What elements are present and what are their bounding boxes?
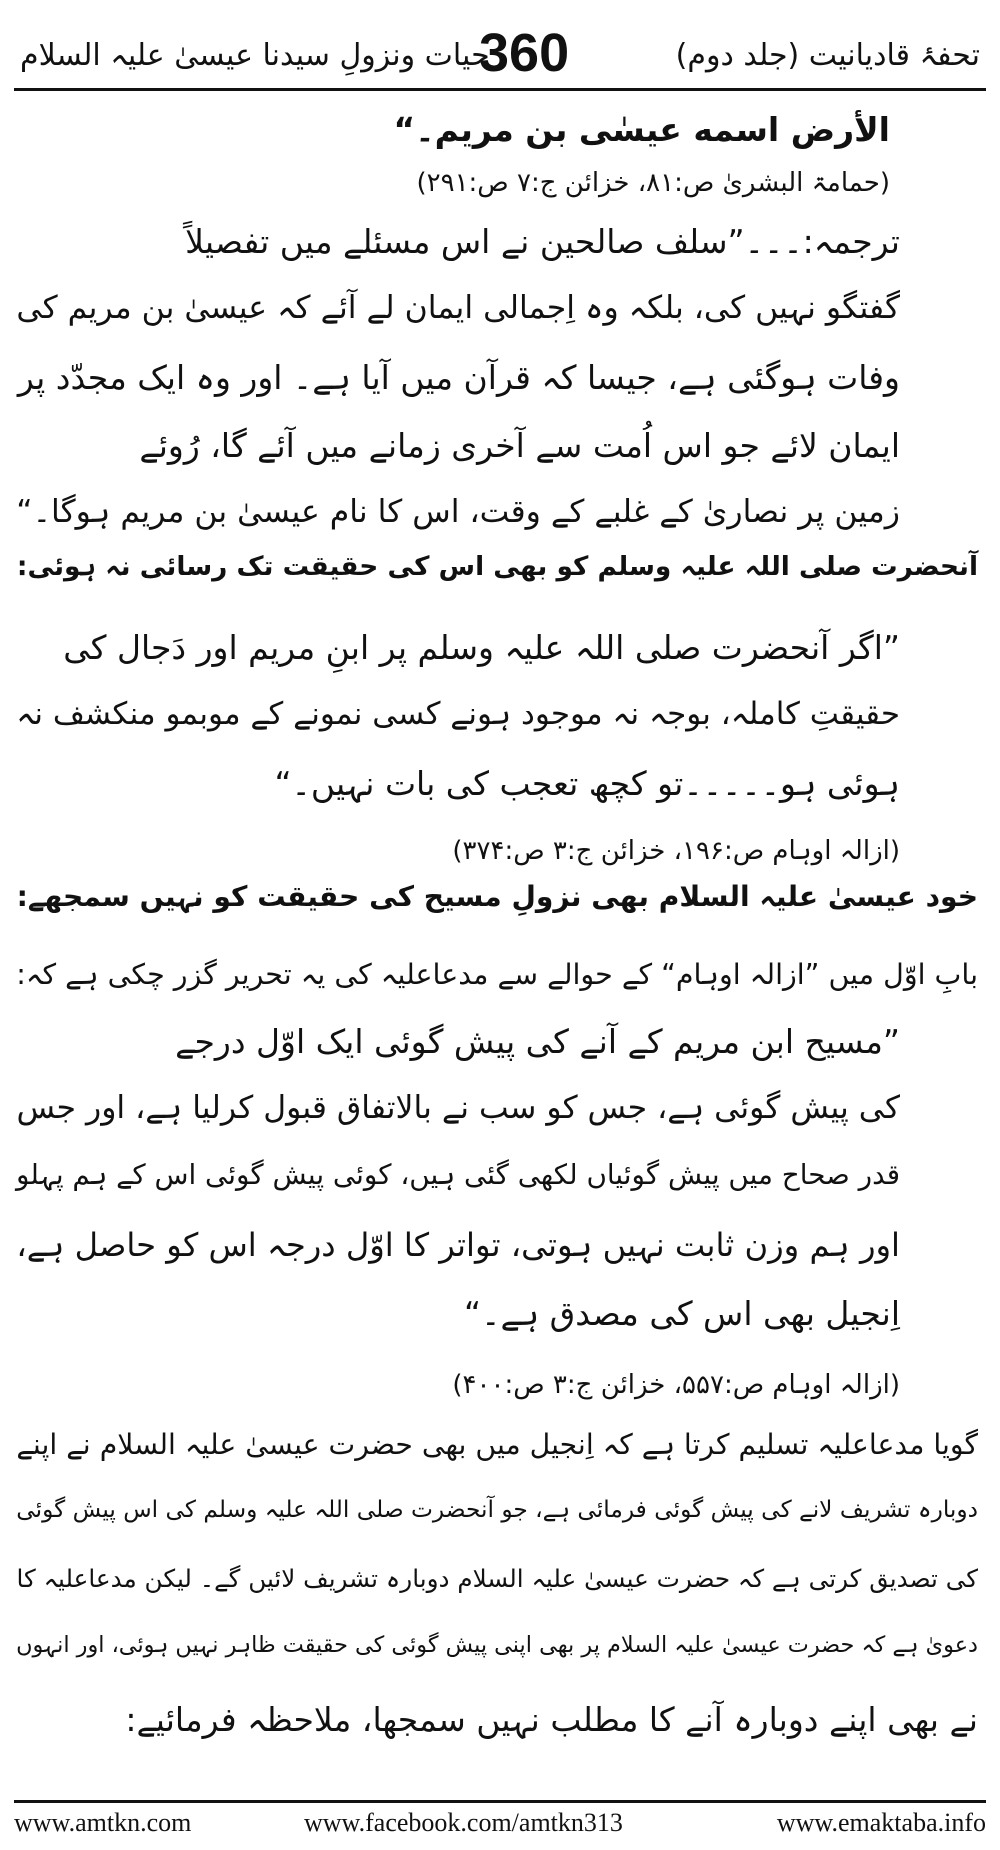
translation-line: ترجمہ:۔۔۔”سلف صالحین نے اس مسئلے میں تفصیلاً	[185, 222, 900, 261]
book-title: تحفۂ قادیانیت (جلد دوم)	[675, 38, 980, 73]
quote-line: قدر صحاح میں پیش گوئیاں لکھی گئی ہیں، کوئی پیش گوئی اس کے ہم پہلو	[15, 1158, 900, 1191]
paragraph-line: بابِ اوّل میں ”ازالہ اوہام“ کے حوالے سے مدعاعلیہ کی یہ تحریر گزر چکی ہے کہ:	[16, 958, 978, 991]
section-heading: خود عیسیٰ علیہ السلام بھی نزولِ مسیح کی حقیقت کو نہیں سمجھے:	[16, 880, 978, 913]
paragraph-line: نے بھی اپنے دوبارہ آنے کا مطلب نہیں سمجھا، ملاحظہ فرمائیے:	[125, 1700, 978, 1739]
arabic-quote-end: الأرض اسمه عیسٰی بن مریم۔“	[393, 110, 890, 149]
quote-line: ہوئی ہو۔۔۔۔۔تو کچھ تعجب کی بات نہیں۔“	[274, 764, 900, 803]
paragraph-line: دعویٰ ہے کہ حضرت عیسیٰ علیہ السلام پر بھی اپنی پیش گوئی کی حقیقت ظاہر نہیں ہوئی، اور انہوں	[16, 1632, 978, 1658]
footer-link-amtkn[interactable]: www.amtkn.com	[14, 1808, 192, 1837]
paragraph-line: دوبارہ تشریف لانے کی پیش گوئی فرمائی ہے، جو آنحضرت صلی اللہ علیہ وسلم کی اس پیش گوئی	[16, 1496, 978, 1523]
footer-link-emaktaba[interactable]: www.emaktaba.info	[776, 1808, 986, 1837]
paragraph-line: گویا مدعاعلیہ تسلیم کرتا ہے کہ اِنجیل میں بھی حضرت عیسیٰ علیہ السلام نے اپنے	[16, 1428, 978, 1461]
translation-line: گفتگو نہیں کی، بلکہ وہ اِجمالی ایمان لے آئے کہ عیسیٰ بن مریم کی	[16, 290, 900, 326]
translation-line: وفات ہوگئی ہے، جیسا کہ قرآن میں آیا ہے۔ اور وہ ایک مجدّد پر	[17, 358, 900, 397]
quote-line: اِنجیل بھی اس کی مصدق ہے۔“	[464, 1294, 900, 1333]
chapter-title: حیات ونزولِ سیدنا عیسیٰ علیہ السلام	[20, 38, 490, 73]
translation-line: زمین پر نصاریٰ کے غلبے کے وقت، اس کا نام عیسیٰ بن مریم ہوگا۔“	[16, 494, 900, 530]
reference-citation: (ازالہ اوہام ص:۱۹۶، خزائن ج:۳ ص:۳۷۴)	[452, 836, 900, 866]
reference-citation: (ازالہ اوہام ص:۵۵۷، خزائن ج:۳ ص:۴۰۰)	[452, 1370, 900, 1400]
page-footer	[14, 1808, 986, 1838]
page-header	[14, 16, 986, 86]
reference-citation: (حمامۃ البشریٰ ص:۸۱، خزائن ج:۷ ص:۲۹۱)	[416, 168, 890, 198]
quote-line: ”مسیح ابن مریم کے آنے کی پیش گوئی ایک اوّل درجے	[175, 1022, 900, 1061]
header-divider	[14, 88, 986, 91]
footer-link-facebook[interactable]: www.facebook.com/amtkn313	[304, 1808, 623, 1837]
quote-line: کی پیش گوئی ہے، جس کو سب نے بالاتفاق قبول کرلیا ہے، اور جس	[16, 1090, 900, 1126]
page-number: 360	[479, 23, 570, 83]
quote-line: ”اگر آنحضرت صلی اللہ علیہ وسلم پر ابنِ مریم اور دَجال کی	[63, 628, 900, 667]
quote-line: حقیقتِ کاملہ، بوجہ نہ موجود ہونے کسی نمونے کے موبمو منکشف نہ	[16, 696, 900, 732]
section-heading: آنحضرت صلی اللہ علیہ وسلم کو بھی اس کی حقیقت تک رسائی نہ ہوئی:	[16, 552, 978, 582]
quote-line: اور ہم وزن ثابت نہیں ہوتی، تواتر کا اوّل درجہ اس کو حاصل ہے،	[16, 1226, 900, 1264]
paragraph-line: کی تصدیق کرتی ہے کہ حضرت عیسیٰ علیہ السلام دوبارہ تشریف لائیں گے۔ لیکن مدعاعلیہ کا	[16, 1564, 978, 1593]
footer-divider	[14, 1800, 986, 1803]
translation-line: ایمان لائے جو اس اُمت سے آخری زمانے میں آئے گا، رُوئے	[139, 426, 900, 465]
